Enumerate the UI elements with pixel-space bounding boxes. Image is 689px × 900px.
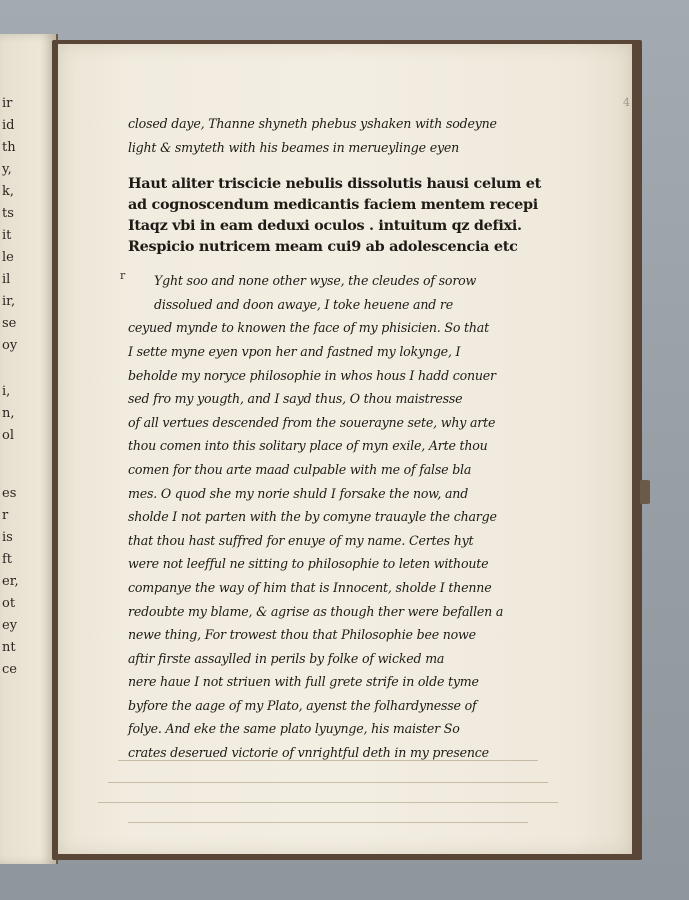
ruling-line [98,802,558,803]
text-line: closed daye, Thanne shyneth phebus yshaken with sodeyne [128,116,497,131]
facing-page-fragment: oy [2,338,18,353]
facing-page-fragment: y, [2,162,12,177]
left-page-edge [0,34,58,864]
text-line: Yght soo and none other wyse, the cleudes of sorow [154,273,477,289]
text-line: redoubte my blame, & agrise as though ther were befallen a [128,603,504,619]
facing-page-fragment: ir [2,96,13,111]
facing-page-fragment: ot [2,596,16,611]
facing-page-fragment: se [2,316,17,331]
facing-page-fragment: ts [2,206,14,221]
text-line: that thou hast suffred for enuye of my name. Certes hyt [128,532,474,548]
ruling-line [118,760,538,761]
text-line: crates deserued victorie of vnrightful deth in my presence [128,745,489,761]
ruling-line [128,822,528,823]
text-line: light & smyteth with his beames in merueylinge eyen [128,139,460,155]
facing-page-fragment: n, [2,406,15,421]
facing-page-fragment: k, [2,184,15,199]
facing-page-fragment: r [2,508,9,523]
facing-page-fragment: ey [2,618,18,633]
text-line: companye the way of him that is Innocent, sholde I thenne [128,579,492,595]
text-line: byfore the aage of my Plato, ayenst the folhardynesse of [128,697,477,713]
text-line: aftir firste assaylled in perils by folke of wicked ma [128,650,445,666]
page-text [120,112,548,765]
text-line: beholde my noryce philosophie in whos hous I hadd conuer [128,367,496,383]
ruling-line [108,782,548,783]
english-passage [120,269,548,764]
facing-page-fragment: id [2,118,15,133]
facing-page-fragment: nt [2,640,16,655]
text-line: Itaqz vbi in eam deduxi oculos . intuitum qz defixi. [128,217,522,235]
text-line: thou comen into this solitary place of myn exile, Arte thou [128,438,488,454]
facing-page-fragment: ir, [2,294,16,309]
facing-page-fragment: le [2,250,14,265]
text-line: folye. And eke the same plato lyuynge, his maister So [128,721,460,737]
text-line: ad cognoscendum medicantis faciem mentem recepi [128,196,538,214]
facing-page-fragment: ce [2,662,17,677]
facing-page-fragment: it [2,228,12,243]
text-line: were not leefful ne sitting to philosophie to leten withoute [128,556,489,572]
facing-page-fragment: is [2,530,13,545]
text-line: newe thing, For trowest thou that Philosophie bee nowe [128,627,476,643]
initial-guide-letter: r [120,269,126,283]
page-number: 4 [623,96,630,109]
text-line: dissolued and doon awaye, I toke heuene and re [154,296,454,312]
latin-passage [128,173,548,257]
facing-page-fragment: ol [2,428,14,443]
text-line: of all vertues descended from the souerayne sete, why arte [128,414,496,430]
text-line: sed fro my yougth, and I sayd thus, O thou maistresse [128,391,463,407]
facing-page-fragment: es [2,486,17,501]
text-line: Respicio nutricem meam cui9 ab adolescencia etc [128,238,518,256]
book-clasp [640,480,650,504]
text-line: comen for thou arte maad culpable with me of false bla [128,461,472,477]
facing-page-fragment: er, [2,574,19,589]
facing-page-fragment: i, [2,384,11,399]
facing-page-fragment: th [2,140,16,155]
text-line: sholde I not parten with the by comyne trauayle the charge [128,509,497,525]
text-line: nere haue I not striuen with full grete strife in olde tyme [128,674,479,690]
intro-text [128,112,548,159]
text-line: mes. O quod she my norie shuld I forsake the now, and [128,485,469,501]
book-page [58,44,632,854]
text-line: ceyued mynde to knowen the face of my phisicien. So that [128,320,489,336]
text-line: I sette myne eyen vpon her and fastned my lokynge, I [128,343,461,359]
facing-page-fragment: il [2,272,11,287]
facing-page-fragment: ft [2,552,13,567]
text-line: Haut aliter triscicie nebulis dissolutis hausi celum et [128,175,542,193]
